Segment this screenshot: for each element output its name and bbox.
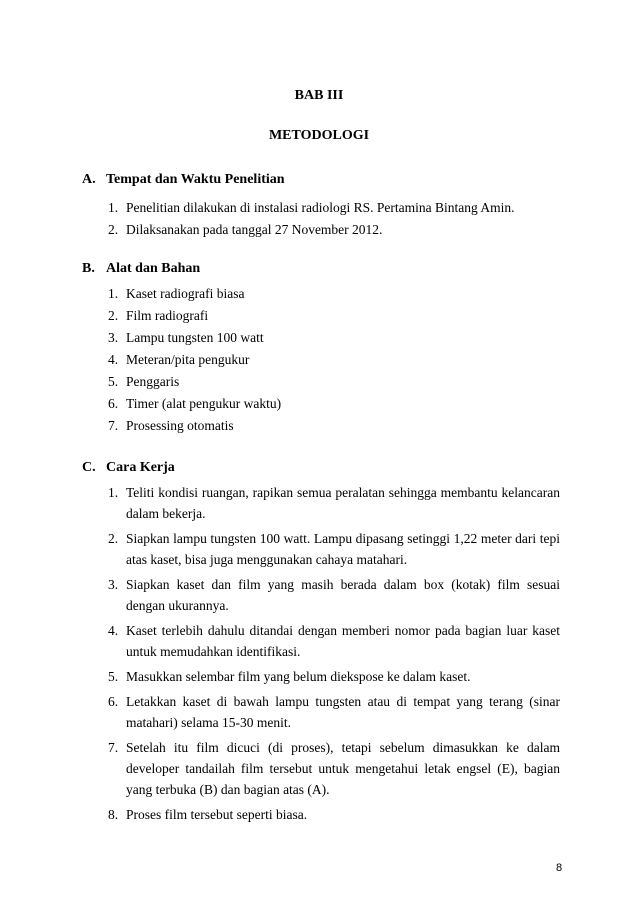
list-item: 2. Dilaksanakan pada tanggal 27 November 2012.: [108, 222, 383, 237]
list-item: 8. Proses film tersebut seperti biasa.: [108, 807, 308, 822]
list-item: 3. Lampu tungsten 100 watt: [108, 330, 264, 345]
list-item: 2. Siapkan lampu tungsten 100 watt. Lampu dipasang setinggi 1,22 meter dari tepi atas kaset, bisa juga menggunakan cahaya matahari.: [108, 531, 560, 567]
list-item: 1. Teliti kondisi ruangan, rapikan semua peralatan sehingga membantu kelancaran dalam bekerja.: [108, 485, 560, 521]
list-item: 7. Prosessing otomatis: [108, 418, 234, 433]
section-b-list: [108, 283, 560, 437]
section-title: Alat dan Bahan: [106, 261, 201, 276]
list-item: 1. Penelitian dilakukan di instalasi radiologi RS. Pertamina Bintang Amin.: [108, 200, 515, 215]
list-item: 3. Siapkan kaset dan film yang masih berada dalam box (kotak) film sesuai dengan ukurannya.: [108, 577, 560, 613]
section-a-heading: [82, 172, 285, 188]
page-number: 8: [556, 862, 563, 874]
section-title: Cara Kerja: [106, 460, 175, 475]
section-letter: A.: [82, 172, 96, 187]
list-item: 2. Film radiografi: [108, 308, 209, 323]
list-item: 6. Timer (alat pengukur waktu): [108, 396, 282, 411]
section-c-list: [108, 482, 560, 825]
list-item: 4. Kaset terlebih dahulu ditandai dengan memberi nomor pada bagian luar kaset untuk memudahkan identifikasi.: [108, 623, 560, 659]
list-item: 4. Meteran/pita pengukur: [108, 352, 250, 367]
section-a-list: [108, 197, 560, 241]
section-letter: B.: [82, 261, 95, 276]
chapter-number: BAB III: [294, 88, 344, 103]
chapter-title: METODOLOGI: [268, 128, 370, 143]
list-item: 5. Penggaris: [108, 374, 180, 389]
section-letter: C.: [82, 460, 96, 475]
list-item: 7. Setelah itu film dicuci (di proses), tetapi sebelum dimasukkan ke dalam developer tandailah film tersebut untuk mengetahui letak engsel (E), bagian yang terbuka (B) dan bagian atas (A).: [108, 740, 560, 797]
section-c-heading: [82, 460, 175, 476]
list-item: 5. Masukkan selembar film yang belum diekspose ke dalam kaset.: [108, 669, 471, 684]
section-b-heading: [82, 261, 200, 277]
list-item: 1. Kaset radiografi biasa: [108, 286, 245, 301]
section-title: Tempat dan Waktu Penelitian: [106, 172, 285, 187]
list-item: 6. Letakkan kaset di bawah lampu tungsten atau di tempat yang terang (sinar matahari) selama 15-30 menit.: [108, 694, 560, 730]
